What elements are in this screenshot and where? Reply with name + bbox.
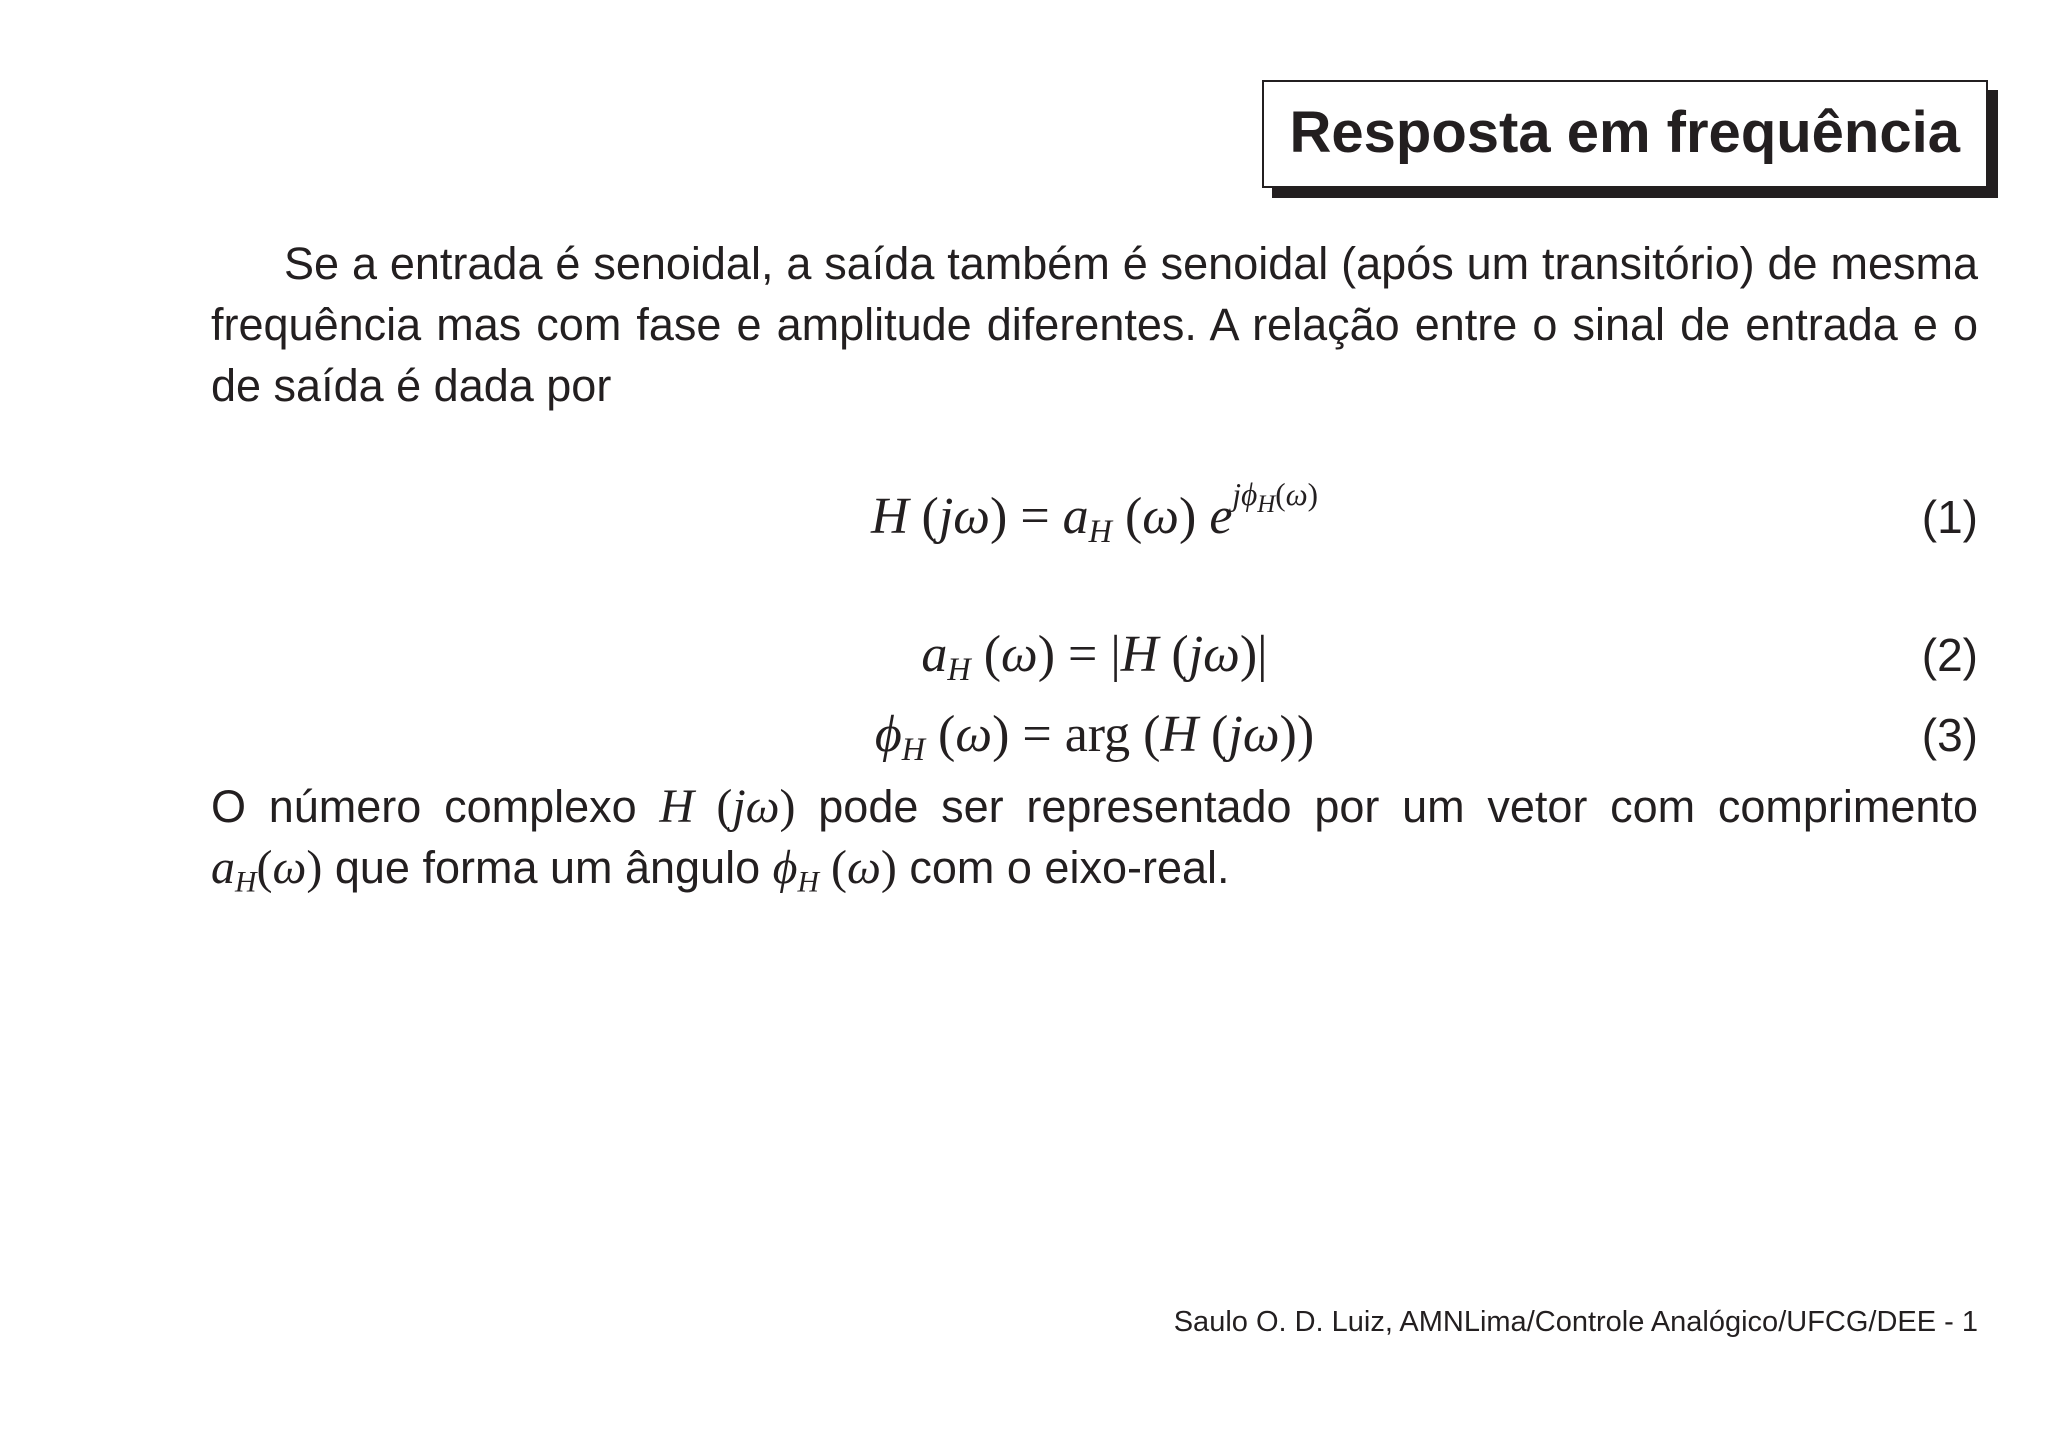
inline-math-h: H (jω) <box>659 780 796 833</box>
inline-math-a: $a_H(\omega)$ <box>211 841 323 899</box>
equation-1-number: (1) <box>1921 491 1978 543</box>
equation-2-formula: $a_H$ (ω) = |H (jω)| <box>921 626 1268 688</box>
vector-paragraph-part3: que forma um ângulo <box>334 842 761 893</box>
inline-math-phi: $\phi_H$ (ω) <box>772 841 897 899</box>
vector-paragraph-part4: com o eixo-real. <box>909 842 1230 893</box>
equation-2 <box>211 620 1978 690</box>
equation-3-number: (3) <box>1921 709 1978 761</box>
equation-1-formula: H $(j\omega) = a_H$ (ω) $e^{j\phi_H(\omega)}$ <box>870 476 1319 550</box>
equation-1 <box>211 476 1978 552</box>
slide-title: Resposta em frequência <box>1262 80 1988 188</box>
equation-3 <box>211 700 1978 770</box>
vector-paragraph-part1: O número complexo <box>211 781 637 832</box>
vector-paragraph <box>211 776 1978 898</box>
equation-2-number: (2) <box>1921 629 1978 681</box>
vector-paragraph-part2: pode ser representado por um vetor com comprimento <box>818 781 1978 832</box>
footer-credit: Saulo O. D. Luiz, AMNLima/Controle Analógico/UFCG/DEE - 1 <box>1173 1306 1978 1338</box>
equation-3-formula: $\phi_H$ (ω) = arg (H (jω)) <box>874 706 1315 768</box>
intro-paragraph: Se a entrada é senoidal, a saída também é senoidal (após um transitório) de mesma frequência mas com fase e amplitude diferentes. A relação entre o sinal de entrada e o de saída é dada por <box>211 238 1978 411</box>
